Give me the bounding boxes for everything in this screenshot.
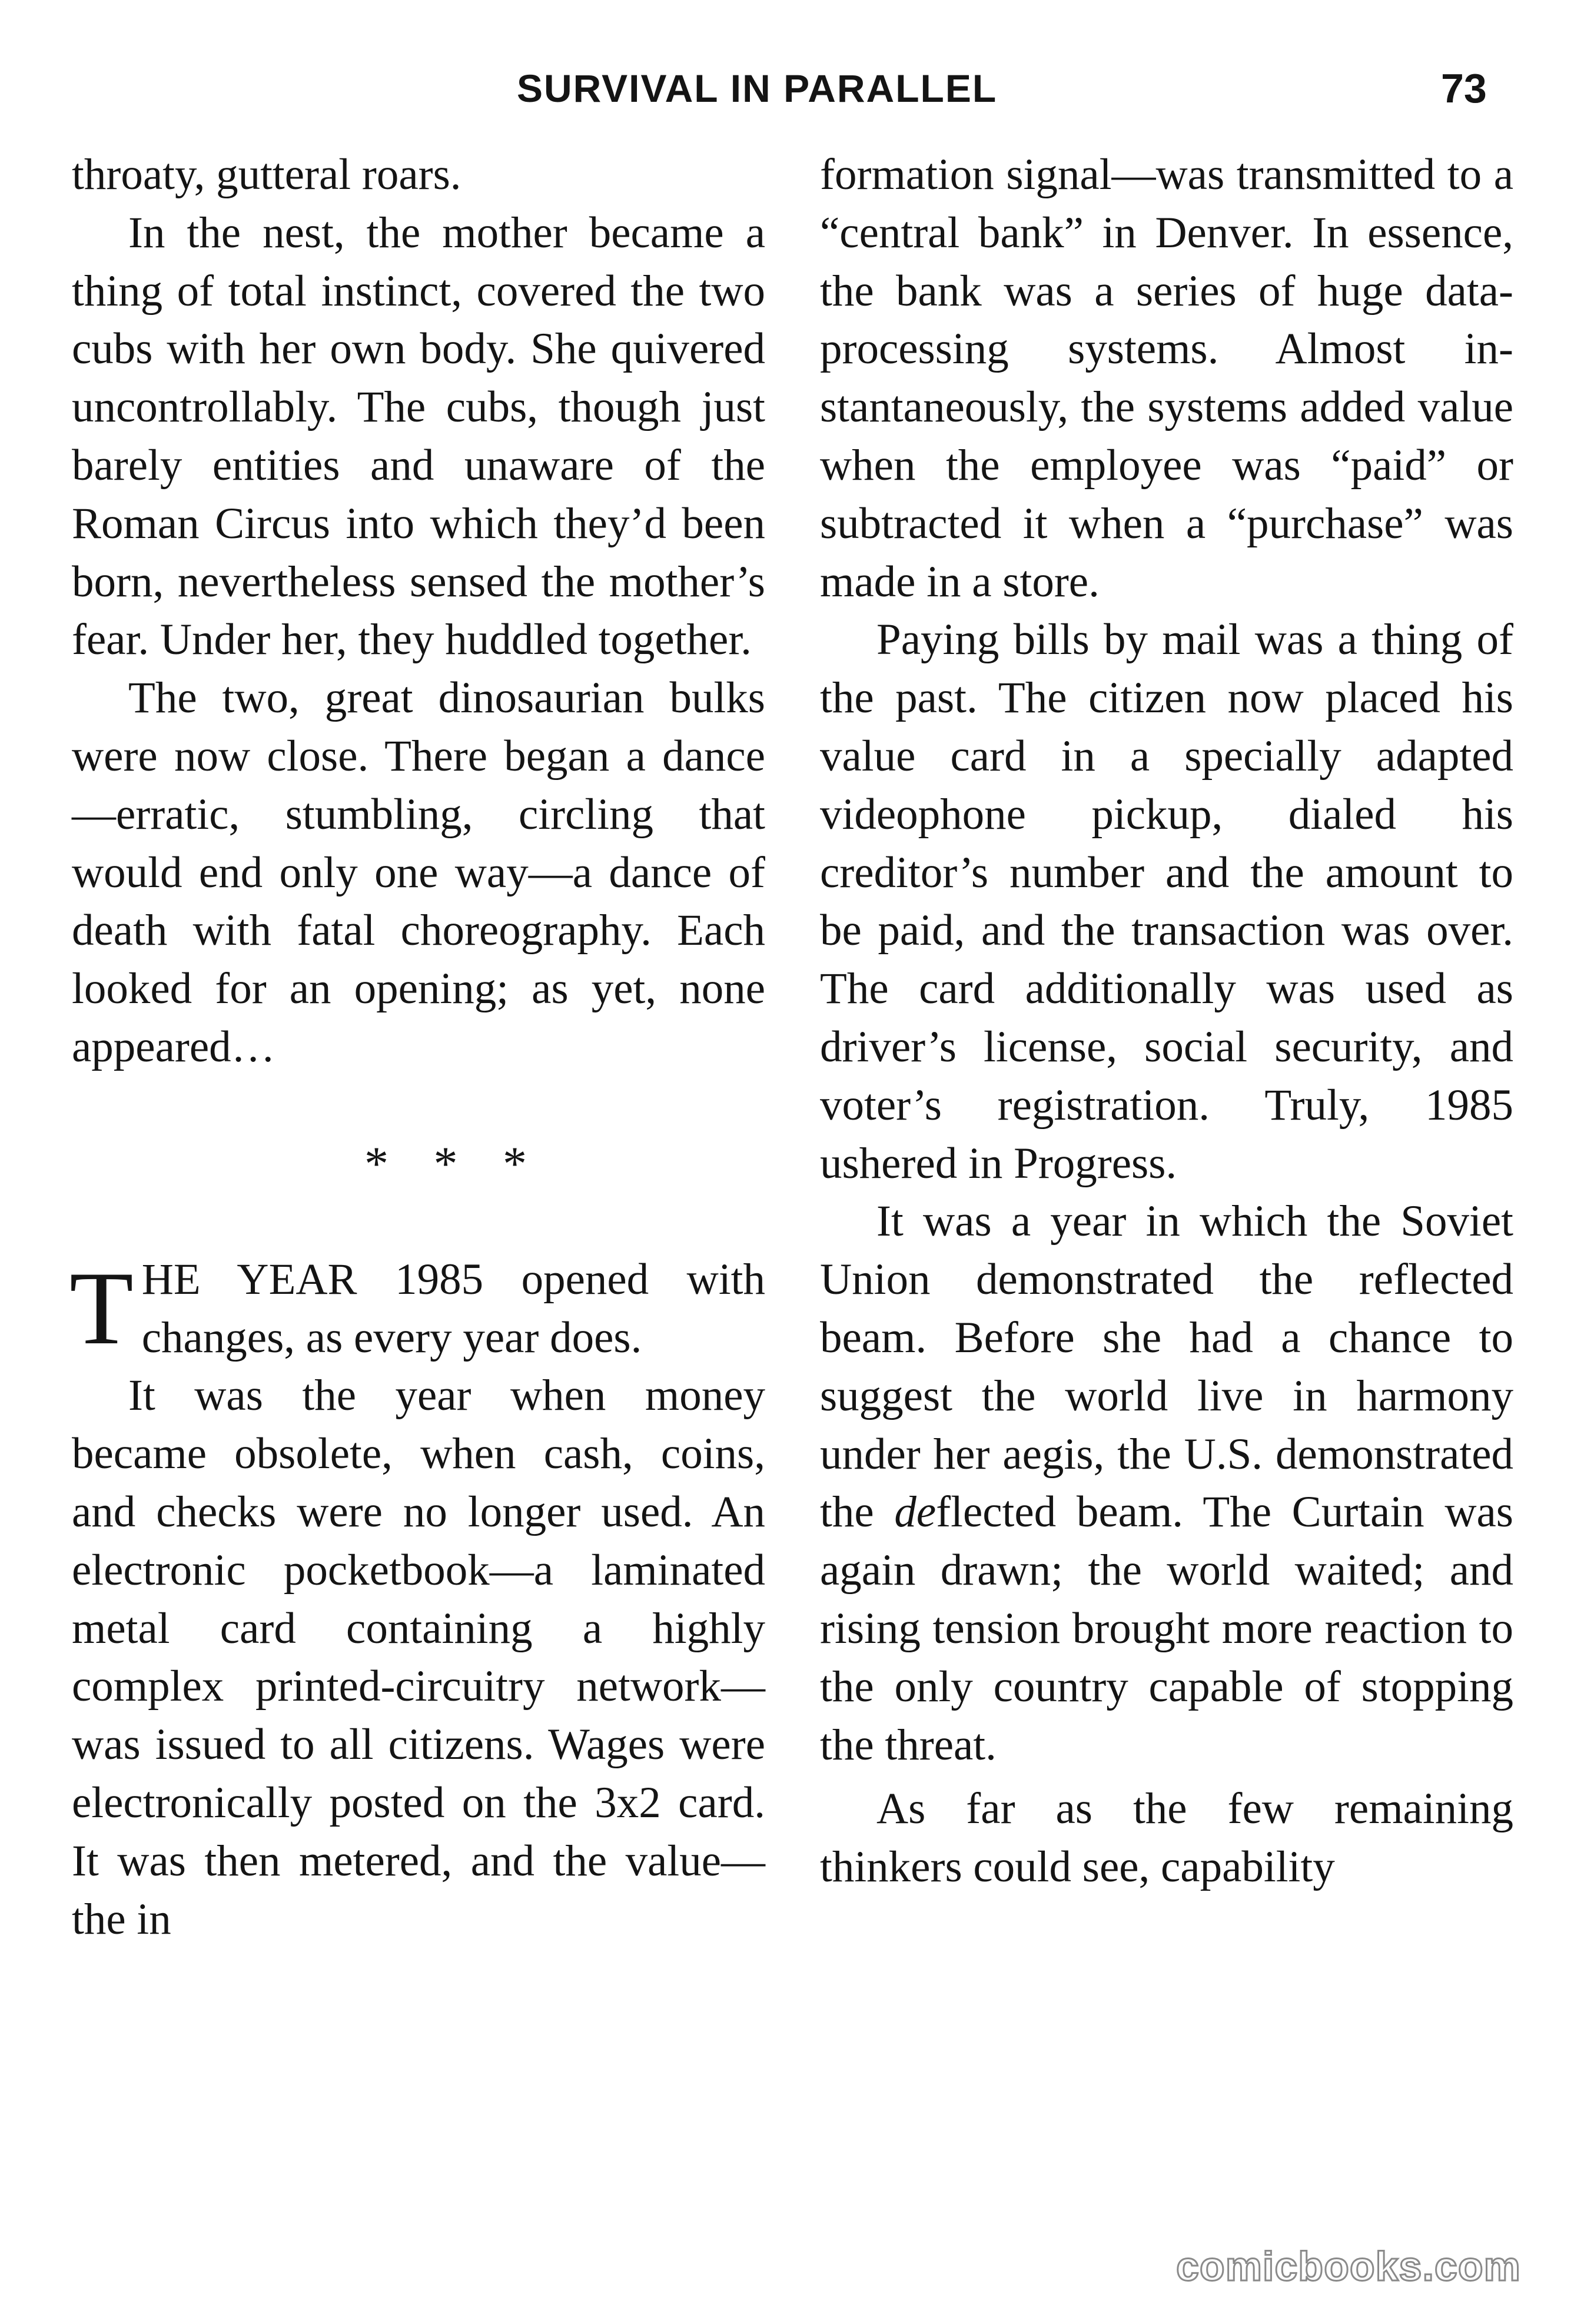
paragraph-bills: Paying bills by mail was a thing of the past. The citizen now placed his value card in a specially adapted videophone pickup, dialed his creditor’s number and the amount to be paid, and the transaction was over. The card additionally was used as driver’s license, social security, and voter’s registration. Truly, 1985 ushered in Progress. — [820, 615, 1513, 1188]
paragraph-year-1985-text: HE YEAR 1985 opened with changes, as every year does. — [141, 1254, 765, 1362]
page-header — [0, 56, 1594, 121]
page-number: 73 — [1441, 65, 1487, 111]
paragraph-beam-start: It was a year in which the Soviet Union demonstrated the reflected beam. Before she had a chance to suggest the world live in harmony under her aegis, the U.S. demonstrated the — [820, 1197, 1513, 1537]
paragraph-beam — [820, 1193, 1513, 1774]
paragraph-continued: throaty, gutteral roars. — [72, 150, 461, 199]
paragraph-thinkers: As far as the few remaining thinkers could see, capability — [820, 1784, 1513, 1892]
paragraph-money: It was the year when money became obsolete, when cash, coins, and checks were no longer used. An electronic pocketbook—a laminated metal card containing a highly complex printed-circuitry network—was issued to all citizens. Wages were electronically posted on the 3x2 card. It was then metered, and the value—the in — [72, 1371, 765, 1944]
paragraph-signal: formation signal—was transmitted to a “central bank” in Denver. In essence, the bank was a series of huge data-processing systems. Almost instantaneously, the systems added value when the employee was “paid” or subtracted it when a “purchase” was made in a store. — [820, 150, 1513, 606]
section-separator: * * * — [364, 1136, 543, 1190]
drop-cap: T — [69, 1249, 134, 1366]
paragraph-year-1985 — [69, 1249, 765, 1367]
right-column — [820, 146, 1513, 1897]
paragraph-nest: In the nest, the mother became a thing of total instinct, covered the two cubs with her own body. She quivered uncontrollably. The cubs, though just barely entities and unaware of the Roman Circus into which they’d been born, nevertheless sensed the mother’s fear. Under her, they huddled together. — [72, 208, 765, 665]
italic-prefix: de — [894, 1488, 937, 1537]
paragraph-beam-end: flected beam. The Curtain was again drawn; the world waited; and rising tension brought more reaction to the only country capable of stopping the threat. — [820, 1488, 1513, 1769]
watermark-logo: comicbooks.com — [1176, 2243, 1521, 2289]
running-title: SURVIVAL IN PARALLEL — [517, 67, 998, 110]
left-column — [69, 146, 765, 1948]
paragraph-dance: The two, great dinosaurian bulks were now close. There began a dance—erratic, stumbling, circling that would end only one way—a dance of death with fatal choreography. Each looked for an opening; as yet, none appeared… — [72, 673, 765, 1071]
